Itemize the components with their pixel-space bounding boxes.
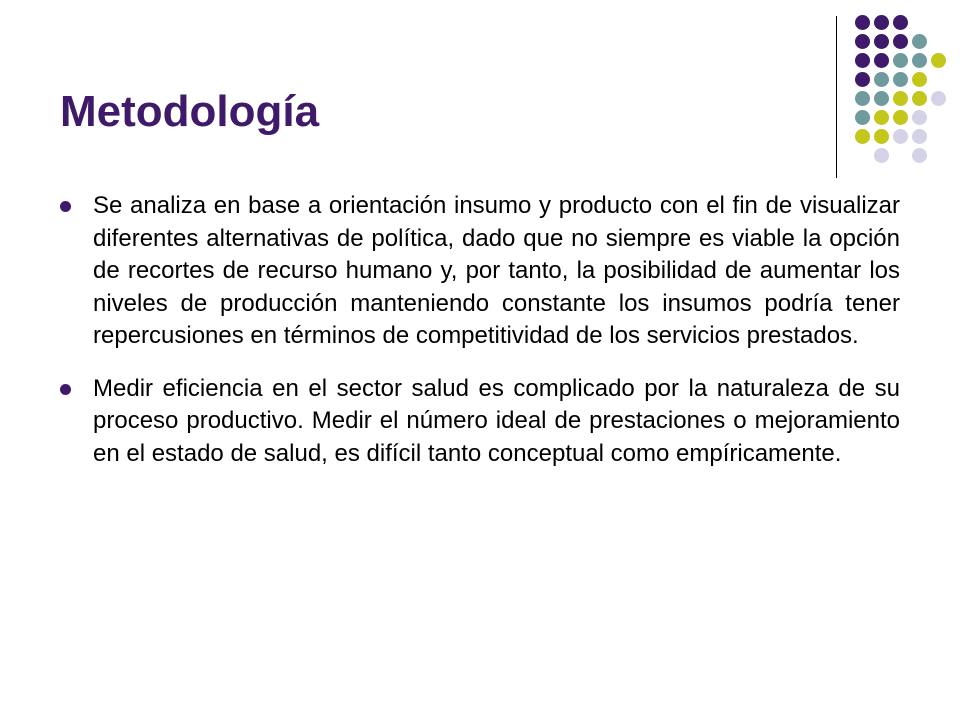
decorative-dot-purple <box>874 34 889 49</box>
decorative-dot-purple <box>855 34 870 49</box>
bullet-dot-icon <box>60 201 71 212</box>
decorative-dot-teal <box>893 53 908 68</box>
decorative-dot-lavender <box>931 91 946 106</box>
decorative-dot-purple <box>855 72 870 87</box>
decorative-dot-yellow <box>874 129 889 144</box>
decorative-dot-teal <box>855 110 870 125</box>
bullet-text: Medir eficiencia en el sector salud es complicado por la naturaleza de su proceso productivo. Medir el número ideal de prestaciones o mejoramiento en el estado de salud, es difícil tanto conceptual como empíricamente. <box>93 374 900 467</box>
decorative-dot-teal <box>855 91 870 106</box>
decorative-dot-purple <box>855 15 870 30</box>
decorative-dot-purple <box>874 53 889 68</box>
bullet-item <box>60 373 900 471</box>
decorative-dot-purple <box>893 34 908 49</box>
decorative-dot-yellow <box>893 91 908 106</box>
decorative-dot-lavender <box>912 129 927 144</box>
decorative-dot-teal <box>874 72 889 87</box>
decorative-dot-yellow <box>874 110 889 125</box>
decorative-dot-teal <box>912 53 927 68</box>
decorative-dot-teal <box>893 72 908 87</box>
decorative-dot-teal <box>874 91 889 106</box>
bullet-item <box>60 190 900 353</box>
decorative-dot-yellow <box>912 72 927 87</box>
bullet-text: Se analiza en base a orientación insumo y producto con el fin de visualizar diferentes alternativas de política, dado que no siempre es viable la opción de recortes de recurso humano y, por tanto, la posibilidad de aumentar los niveles de producción manteniendo constante los insumos podría tener repercusiones en términos de competitividad de los servicios prestados. <box>93 192 900 349</box>
decorative-dot-yellow <box>893 110 908 125</box>
decorative-dot-purple <box>874 15 889 30</box>
decorative-dot-teal <box>912 34 927 49</box>
bullet-dot-icon <box>60 384 71 395</box>
decorative-dot-lavender <box>912 148 927 163</box>
decorative-dot-yellow <box>912 91 927 106</box>
decorative-dot-lavender <box>874 148 889 163</box>
decorative-dot-lavender <box>912 110 927 125</box>
decorative-dot-lavender <box>893 129 908 144</box>
decorative-dot-purple <box>893 15 908 30</box>
decorative-dot-purple <box>855 53 870 68</box>
slide-title: Metodología <box>60 87 320 136</box>
decorative-dot-yellow <box>855 129 870 144</box>
bullet-list <box>60 190 900 490</box>
vertical-divider <box>836 16 837 178</box>
decorative-dot-yellow <box>931 53 946 68</box>
